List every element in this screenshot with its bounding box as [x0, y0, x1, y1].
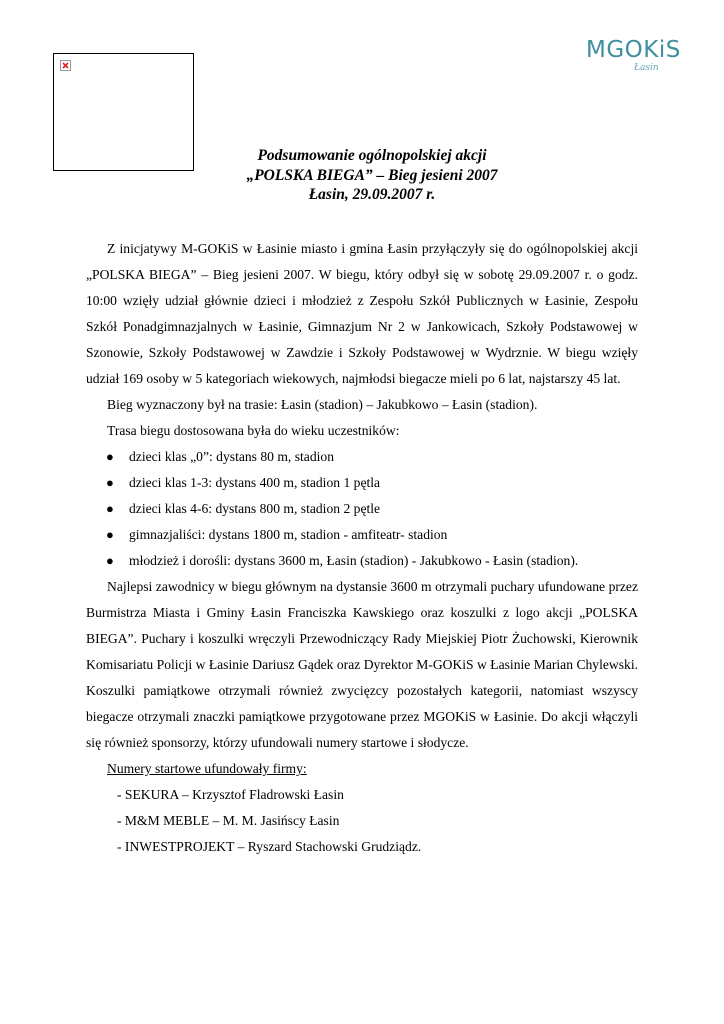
document-body — [86, 236, 638, 860]
bullet-icon: ● — [106, 475, 114, 490]
paragraph-categories-intro: Trasa biegu dostosowana była do wieku uczestników: — [107, 423, 400, 438]
category-list — [86, 444, 638, 574]
bullet-icon: ● — [106, 553, 114, 568]
list-item: ● dzieci klas 4-6: dystans 800 m, stadion 2 pętle — [86, 496, 638, 522]
bullet-icon: ● — [106, 501, 114, 516]
paragraph-awards: Najlepsi zawodnicy w biegu głównym na dystansie 3600 m otrzymali puchary ufundowane przez Burmistrza Miasta i Gminy Łasin Franciszka Kawskiego oraz koszulki z logo akcji „POLSKA BIEGA”. Puchary i koszulki wręczyli Przewodniczący Rady Miejskiej Piotr Żuchowski, Kierownik Komisariatu Policji w Łasinie Dariusz Gądek oraz Dyrektor M-GOKiS w Łasinie Marian Chylewski. Koszulki pamiątkowe otrzymali również zwycięzcy pozostałych kategorii, natomiast wszyscy biegacze otrzymali znaczki pamiątkowe przygotowane przez MGOKiS w Łasinie. Do akcji włączyli się również sponsorzy, którzy ufundowali numery startowe i słodycze. — [86, 579, 638, 750]
logo-sub-text: Łasin — [634, 63, 659, 73]
paragraph-route: Bieg wyznaczony był na trasie: Łasin (stadion) – Jakubkowo – Łasin (stadion). — [107, 397, 538, 412]
mgokis-logo — [586, 37, 696, 77]
list-item: ● dzieci klas „0”: dystans 80 m, stadion — [86, 444, 638, 470]
list-item: ● młodzież i dorośli: dystans 3600 m, Łasin (stadion) - Jakubkowo - Łasin (stadion). — [86, 548, 638, 574]
broken-image-icon — [60, 60, 71, 71]
bullet-icon: ● — [106, 527, 114, 542]
list-item: ● dzieci klas 1-3: dystans 400 m, stadion 1 pętla — [86, 470, 638, 496]
sponsors-heading: Numery startowe ufundowały firmy: — [107, 761, 307, 776]
document-title — [194, 146, 550, 205]
title-line-3: Łasin, 29.09.2007 r. — [308, 186, 436, 203]
image-placeholder — [53, 53, 194, 171]
sponsor-item: - M&M MEBLE – M. M. Jasińscy Łasin — [117, 813, 340, 828]
title-line-2: „POLSKA BIEGA” – Bieg jesieni 2007 — [246, 166, 498, 184]
paragraph-intro: Z inicjatywy M-GOKiS w Łasinie miasto i gmina Łasin przyłączyły się do ogólnopolskiej akcji „POLSKA BIEGA” – Bieg jesieni 2007. W biegu, który odbył się w sobotę 29.09.2007 r. o godz. 10:00 wzięły udział głównie dzieci i młodzież z Zespołu Szkół Publicznych w Łasinie, Zespołu Szkół Ponadgimnazjalnych w Łasinie, Gimnazjum Nr 2 w Jankowicach, Szkoły Podstawowej w Szonowie, Szkoły Podstawowej w Zawdzie i Szkoły Podstawowej w Wydrznie. W biegu wzięły udział 169 osoby w 5 kategoriach wiekowych, najmłodsi biegacze mieli po 6 lat, najstarszy 45 lat. — [86, 241, 638, 386]
sponsor-item: - SEKURA – Krzysztof Fladrowski Łasin — [117, 787, 344, 802]
sponsor-item: - INWESTPROJEKT – Ryszard Stachowski Grudziądz. — [117, 839, 422, 854]
list-item: ● gimnazjaliści: dystans 1800 m, stadion - amfiteatr- stadion — [86, 522, 638, 548]
title-line-1: Podsumowanie ogólnopolskiej akcji — [257, 147, 487, 164]
logo-main-text: MGOKiS — [586, 37, 681, 63]
bullet-icon: ● — [106, 449, 114, 464]
